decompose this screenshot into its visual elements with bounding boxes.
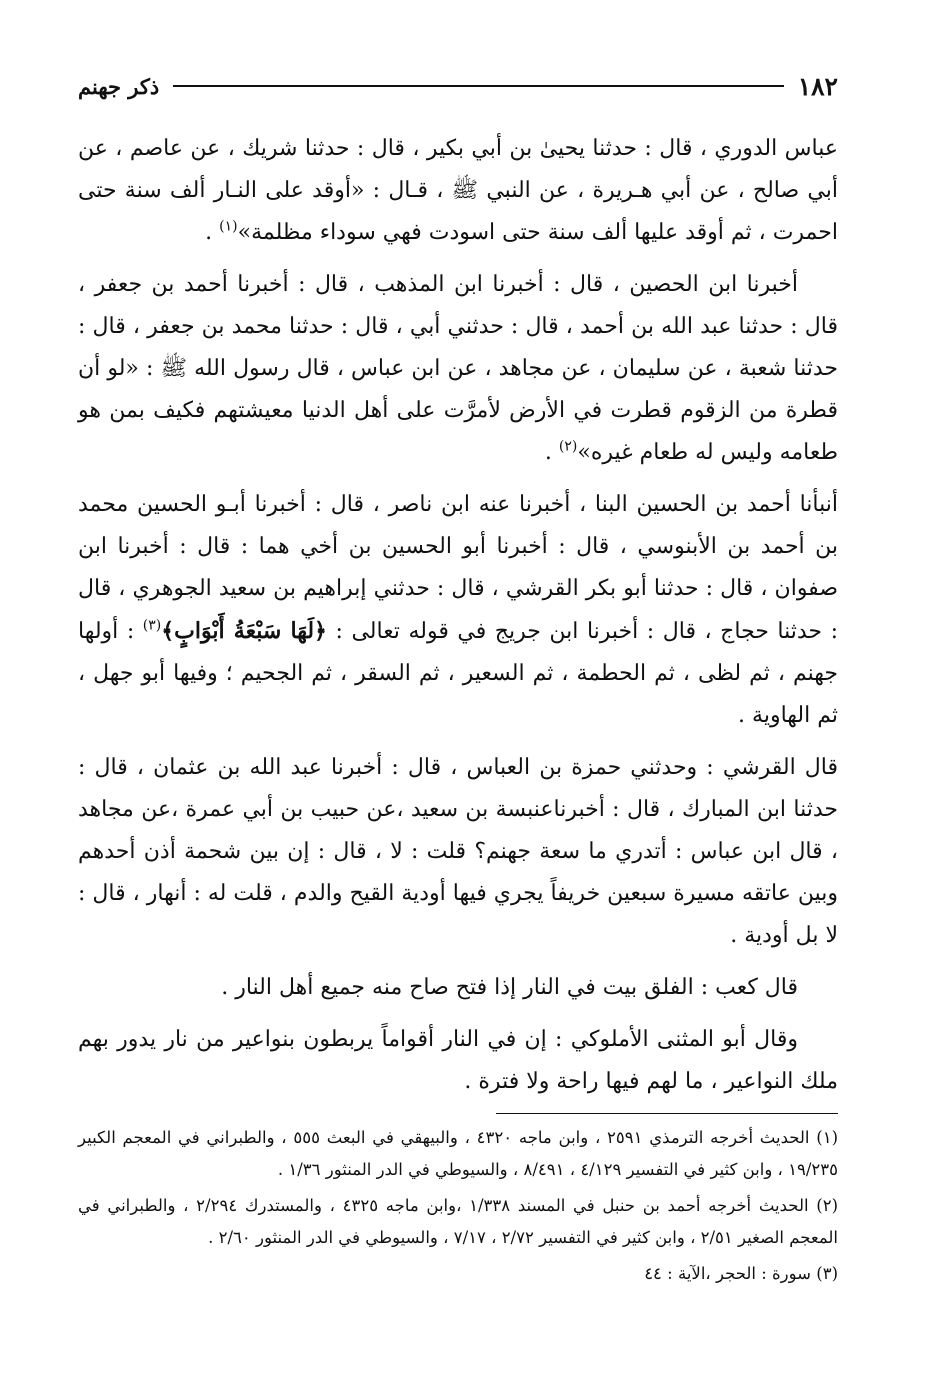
page-number: ١٨٢ — [797, 71, 838, 101]
paragraph-text: أخبرنا ابن الحصين ، قال : أخبرنا ابن المذهب ، قال : أخبرنا أحمد بن جعفر ، قال : حدثنا عبد الله بن أحمد ، قال : حدثني أبي ، قال : حدثنا محمد بن جعفر ، قال : حدثنا شعبة ، عن سليمان ، عن مجاهد ، عن ابن عباس ، قال رسول الله ﷺ : «لو أن قطرة من الزقوم قطرت في الأرض لأمرَّت على أهل الدنيا معيشتهم فكيف بمن هو طعامه وليس له طعام غيره» — [78, 272, 838, 465]
footnote-ref: (١) — [219, 218, 238, 235]
paragraph-text: قال كعب : الفلق بيت في النار إذا فتح صاح منه جميع أهل النار . — [221, 975, 798, 1000]
paragraph-2 — [78, 264, 838, 474]
running-title: ذكر جهنم — [78, 73, 160, 99]
footnote-1: (١) الحديث أخرجه الترمذي ٢٥٩١ ، وابن ماجه ٤٣٢٠ ، والبيهقي في البعث ٥٥٥ ، والطبراني في المعجم الكبير ١٩/٢٣٥ ، وابن كثير في التفسير ٤/١٢٩ ، ٨/٤٩١ ، والسيوطي في الدر المنثور ١/٣٦ . — [78, 1128, 838, 1179]
header-rule — [173, 85, 783, 87]
paragraph-3 — [78, 484, 838, 737]
book-page — [78, 66, 838, 1294]
paragraph-5 — [78, 967, 838, 1009]
page-header — [78, 66, 838, 106]
paragraph-text: وقال أبو المثنى الأملوكي : إن في النار أقواماً يربطون بنواعير من نار يدور بهم ملك النواعير ، ما لهم فيها راحة ولا فترة . — [78, 1027, 838, 1094]
footnote-ref: (٢) — [558, 438, 578, 455]
footnote-2: (٢) الحديث أخرجه أحمد بن حنبل في المسند ١/٣٣٨ ،وابن ماجه ٤٣٢٥ ، والمستدرك ٢/٢٩٤ ، والطبراني في المعجم الصغير ٢/٥١ ، وابن كثير في التفسير ٢/٧٢ ، ٧/١٧ ، والسيوطي في الدر المنثور ٢/٦٠ . — [78, 1196, 838, 1247]
paragraph-text: عباس الدوري ، قال : حدثنا يحيىٰ بن أبي بكير ، قال : حدثنا شريك ، عن عاصم ، عن أبي صالح ، عن أبي هـريرة ، عن النبي ﷺ ، قـال : «أوقد على النـار ألف سنة حتى احمرت ، ثم أوقد عليها ألف سنة حتى اسودت فهي سوداء مظلمة» — [78, 136, 838, 245]
footnote-3: (٣) سورة : الحجر ،الآية : ٤٤ — [644, 1264, 838, 1283]
paragraph-1 — [78, 128, 838, 254]
paragraph-text: قال القرشي : وحدثني حمزة بن العباس ، قال : أخبرنا عبد الله بن عثمان ، قال : حدثنا ابن المبارك ، قال : أخبرناعنبسة بن سعيد ،عن حبيب بن أبي عمرة ،عن مجاهد ، قال ابن عباس : أتدري ما سعة جهنم؟ قلت : لا ، قال : إن بين شحمة أذن أحدهم وبين عاتقه مسيرة سبعين خريفاً يجري فيها أودية القيح والدم ، قلت له : أنهار ، قال : لا بل أودية . — [78, 755, 838, 948]
paragraph-text-after: : أولها جهنم ، ثم لظى ، ثم الحطمة ، ثم السعير ، ثم السقر ، ثم الجحيم ؛ وفيها أبو جهل ، ثم الهاوية . — [78, 619, 838, 728]
paragraph-tail: . — [544, 440, 559, 465]
paragraph-tail: . — [205, 220, 220, 245]
footnotes-rule — [496, 1113, 838, 1114]
paragraph-4 — [78, 747, 838, 957]
footnote-ref: (٣) — [142, 617, 162, 634]
paragraph-6 — [78, 1019, 838, 1103]
quran-verse: ﴿لَهَا سَبْعَةُ أَبْوَابٍ﴾ — [161, 618, 327, 644]
paragraph-text: أنبأنا أحمد بن الحسين البنا ، أخبرنا عنه ابن ناصر ، قال : أخبرنا أبـو الحسين محمد بن أحمد بن الأبنوسي ، قال : أخبرنا أبو الحسين بن أخي هما : قال : أخبرنا ابن صفوان ، قال : حدثنا أبو بكر القرشي ، قال : حدثني إبراهيم بن سعيد الجوهري ، قال : حدثنا حجاج ، قال : أخبرنا ابن جريج في قوله تعالى : — [78, 492, 838, 644]
